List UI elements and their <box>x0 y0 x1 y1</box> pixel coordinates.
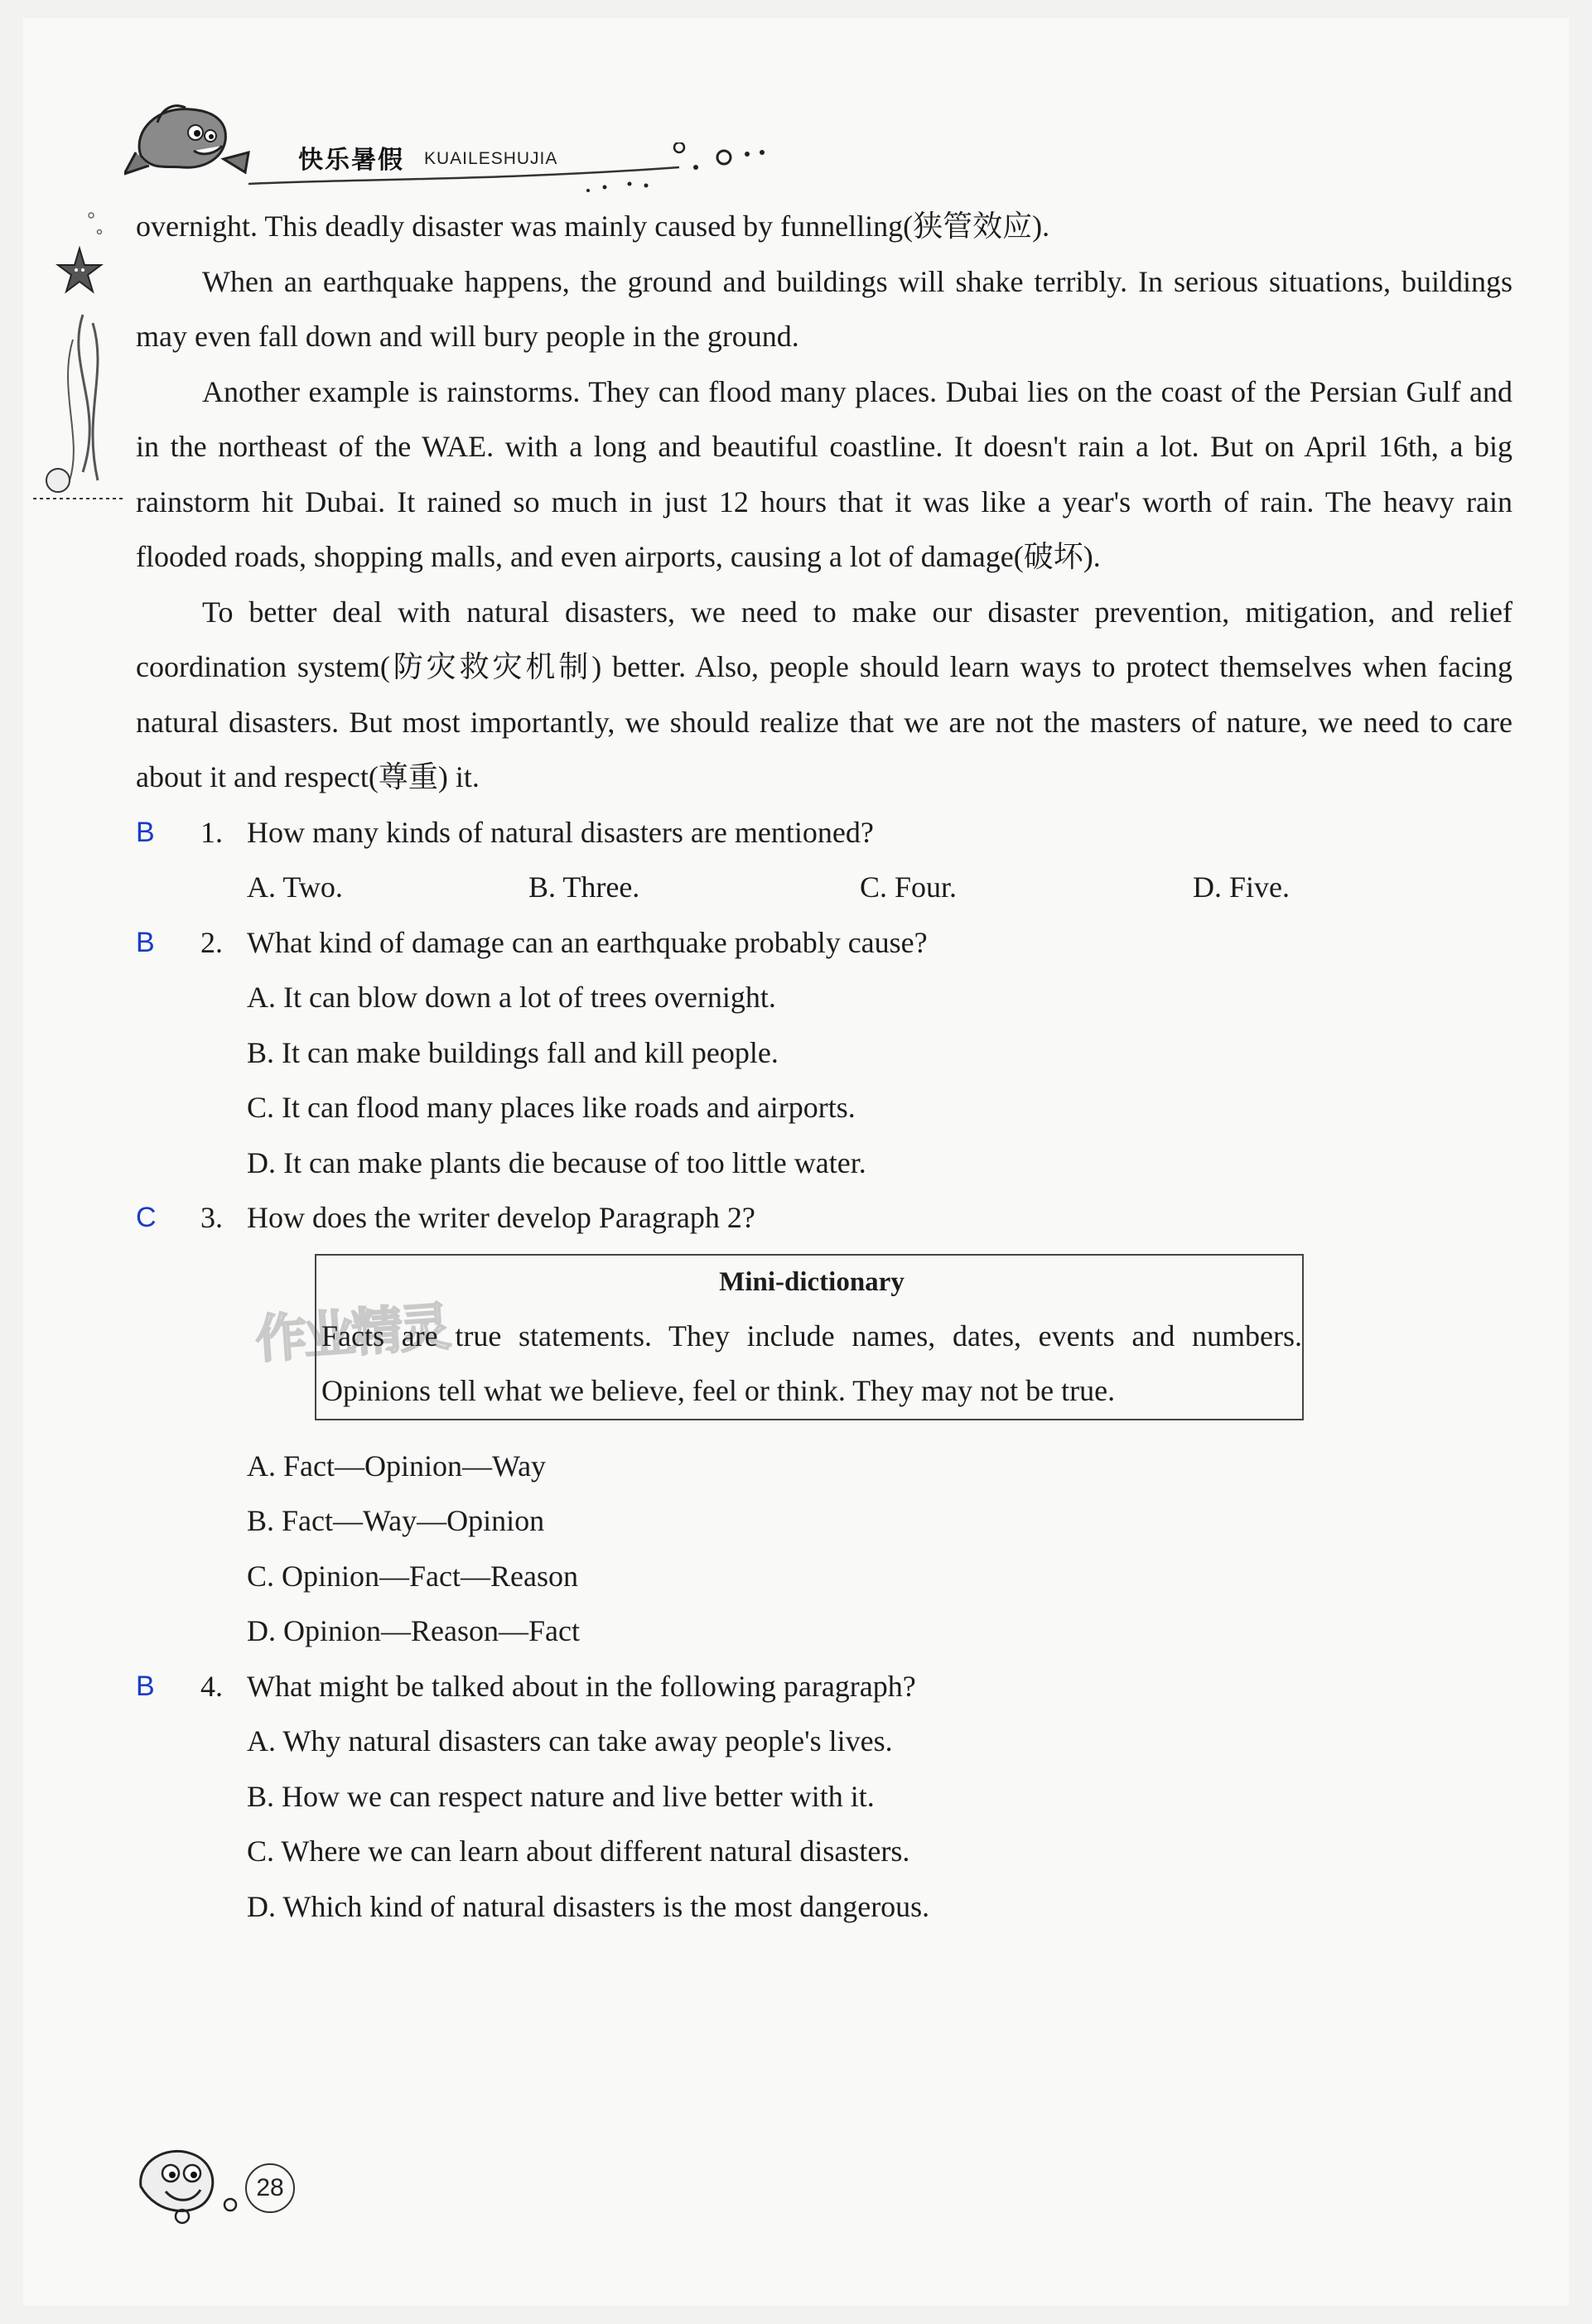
mini-dictionary-body: Facts are true statements. They include names, dates, events and numbers. Opinions tell what we believe, feel or think. They may not be true. <box>321 1319 1302 1407</box>
question-number: 2. <box>200 925 223 959</box>
option-b[interactable]: B. How we can respect nature and live better with it. <box>247 1779 875 1813</box>
answer-mark: C <box>136 1202 157 1233</box>
question-1-options <box>136 860 1512 915</box>
option-b[interactable]: B. Three. <box>528 870 640 904</box>
question-text: How many kinds of natural disasters are mentioned? <box>247 815 874 849</box>
question-number: 3. <box>200 1201 223 1234</box>
watermark: 作业精灵 <box>253 1295 450 1370</box>
header-title-cn: 快乐暑假 <box>298 146 404 175</box>
option-d[interactable]: D. It can make plants die because of too little water. <box>247 1145 866 1179</box>
option-c[interactable]: C. Where we can learn about different natural disasters. <box>247 1835 910 1868</box>
option-a[interactable]: A. Why natural disasters can take away people's lives. <box>247 1724 893 1757</box>
question-text: What might be talked about in the following paragraph? <box>247 1669 916 1703</box>
option-d[interactable]: D. Which kind of natural disasters is the most dangerous. <box>247 1889 930 1923</box>
header-wave-decoration <box>248 142 779 200</box>
option-c[interactable]: C. Four. <box>860 870 958 904</box>
option-c[interactable]: C. Opinion—Fact—Reason <box>247 1559 578 1593</box>
paragraph-3: Another example is rainstorms. They can flood many places. Dubai lies on the coast of the Persian Gulf and in the northeast of the WAE. with a long and beautiful coastline. It doesn't rain a lot. But on April 16th, a big rainstorm hit Dubai. It rained so much in just 12 hours that it was like a year's worth of rain. The heavy rain flooded roads, shopping malls, and even airports, causing a lot of damage(破坏). <box>136 374 1512 573</box>
paragraph-1-tail: overnight. This deadly disaster was mainly caused by funnelling(狭管效应). <box>136 210 1050 243</box>
question-text: What kind of damage can an earthquake probably cause? <box>247 925 928 959</box>
mini-dictionary-title: Mini-dictionary <box>719 1266 905 1297</box>
question-number: 4. <box>200 1669 223 1703</box>
option-b[interactable]: B. Fact—Way—Opinion <box>247 1504 545 1537</box>
option-a[interactable]: A. Two. <box>247 870 343 904</box>
question-number: 1. <box>200 815 223 849</box>
question-2 <box>136 915 1512 971</box>
page-number: 28 <box>245 2163 295 2213</box>
dolphin-mascot-icon <box>124 98 265 189</box>
option-d[interactable]: D. Opinion—Reason—Fact <box>247 1614 580 1647</box>
answer-mark: B <box>136 926 155 958</box>
question-1 <box>136 805 1512 861</box>
question-text: How does the writer develop Paragraph 2? <box>247 1201 755 1234</box>
option-d[interactable]: D. Five. <box>1193 870 1290 904</box>
mini-dictionary-box <box>315 1254 1304 1420</box>
option-a[interactable]: A. It can blow down a lot of trees overnight. <box>247 981 776 1014</box>
footer-mascot-icon <box>133 2137 248 2228</box>
paragraph-2: When an earthquake happens, the ground and buildings will shake terribly. In serious situations, buildings may even fall down and will bury people in the ground. <box>136 264 1512 353</box>
question-3 <box>136 1190 1512 1246</box>
question-4 <box>136 1659 1512 1714</box>
answer-mark: B <box>136 1670 155 1702</box>
answer-mark: B <box>136 816 155 848</box>
header-title-pinyin: KUAILESHUJIA <box>424 149 558 168</box>
reading-passage <box>136 199 1512 1934</box>
option-b[interactable]: B. It can make buildings fall and kill people. <box>247 1035 779 1069</box>
seaweed-starfish-icon <box>33 199 124 513</box>
paragraph-4: To better deal with natural disasters, we need to make our disaster prevention, mitigation, and relief coordination system(防灾救灾机制) better. Also, people should learn ways to protect themselves when facing natural disasters. But most importantly, we should realize that we are not the masters of nature, we need to care about it and respect(尊重) it. <box>136 595 1512 793</box>
option-c[interactable]: C. It can flood many places like roads and airports. <box>247 1091 856 1124</box>
option-a[interactable]: A. Fact—Opinion—Way <box>247 1449 547 1483</box>
